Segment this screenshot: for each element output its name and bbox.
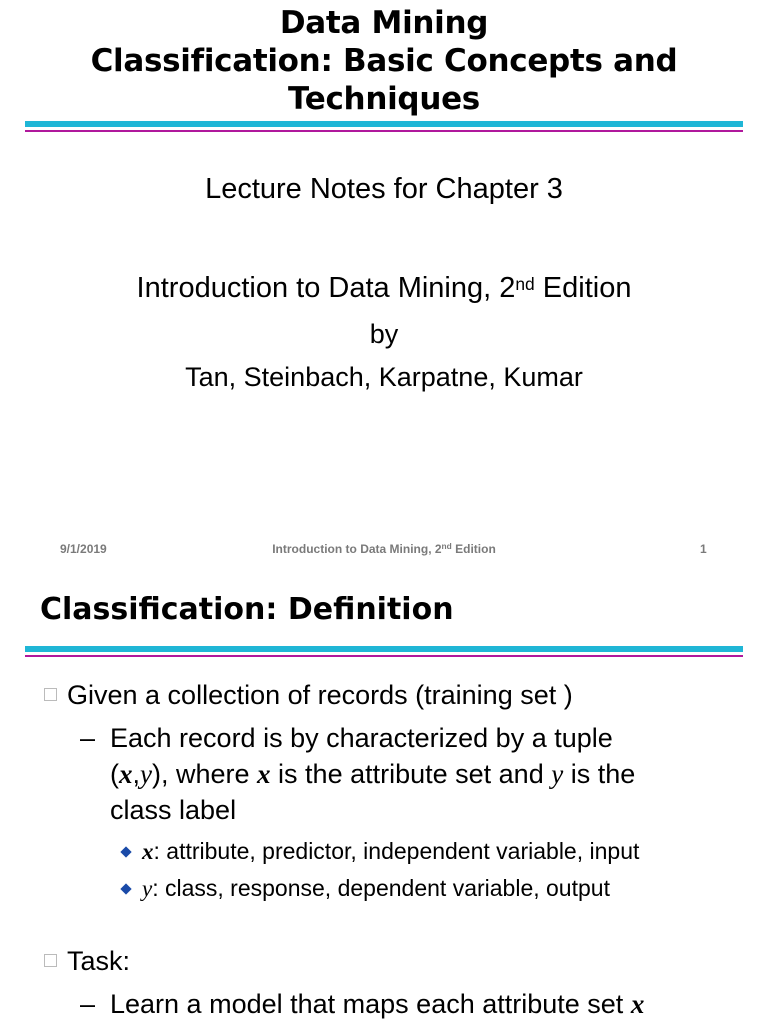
bullet-records: Given a collection of records (training set ) <box>44 678 573 712</box>
slide-2-title: Classification: Definition <box>40 592 454 627</box>
square-bullet-icon <box>44 954 57 967</box>
sub-bullet-tuple-line-3: class label <box>110 795 237 825</box>
title-line-3: Techniques <box>288 81 480 117</box>
title-divider <box>25 646 743 657</box>
dash-bullet-icon: – <box>80 989 96 1019</box>
slide-2 <box>0 565 768 1024</box>
book-title: Introduction to Data Mining, 2nd Edition <box>136 272 632 304</box>
dash-bullet-icon: – <box>80 723 96 753</box>
diamond-bullet-icon <box>120 846 131 857</box>
slide-1-title <box>0 4 768 118</box>
bullet-task: Task: <box>44 944 130 978</box>
authors: Tan, Steinbach, Karpatne, Kumar <box>185 362 583 392</box>
sub-bullet-learn-model: – Learn a model that maps each attribute set x <box>80 986 644 1022</box>
square-bullet-icon <box>44 688 57 701</box>
title-divider <box>25 121 743 132</box>
footer-book-title: Introduction to Data Mining, 2nd Edition <box>272 541 496 556</box>
title-line-1: Data Mining <box>279 5 489 41</box>
subtitle: Lecture Notes for Chapter 3 <box>205 173 563 205</box>
sub-sub-bullet-y: y: class, response, dependent variable, output <box>120 873 610 904</box>
sub-sub-bullet-x: x: attribute, predictor, independent variable, input <box>120 836 639 867</box>
by-label: by <box>369 319 399 349</box>
sub-bullet-tuple: – Each record is by characterized by a tuple <box>80 720 613 756</box>
footer-date: 9/1/2019 <box>60 542 107 556</box>
sub-bullet-tuple-line-2: (x,y), where x is the attribute set and y is the <box>110 759 636 789</box>
footer-page-number: 1 <box>700 542 707 556</box>
title-line-2: Classification: Basic Concepts and <box>90 43 678 79</box>
diamond-bullet-icon <box>120 883 131 894</box>
